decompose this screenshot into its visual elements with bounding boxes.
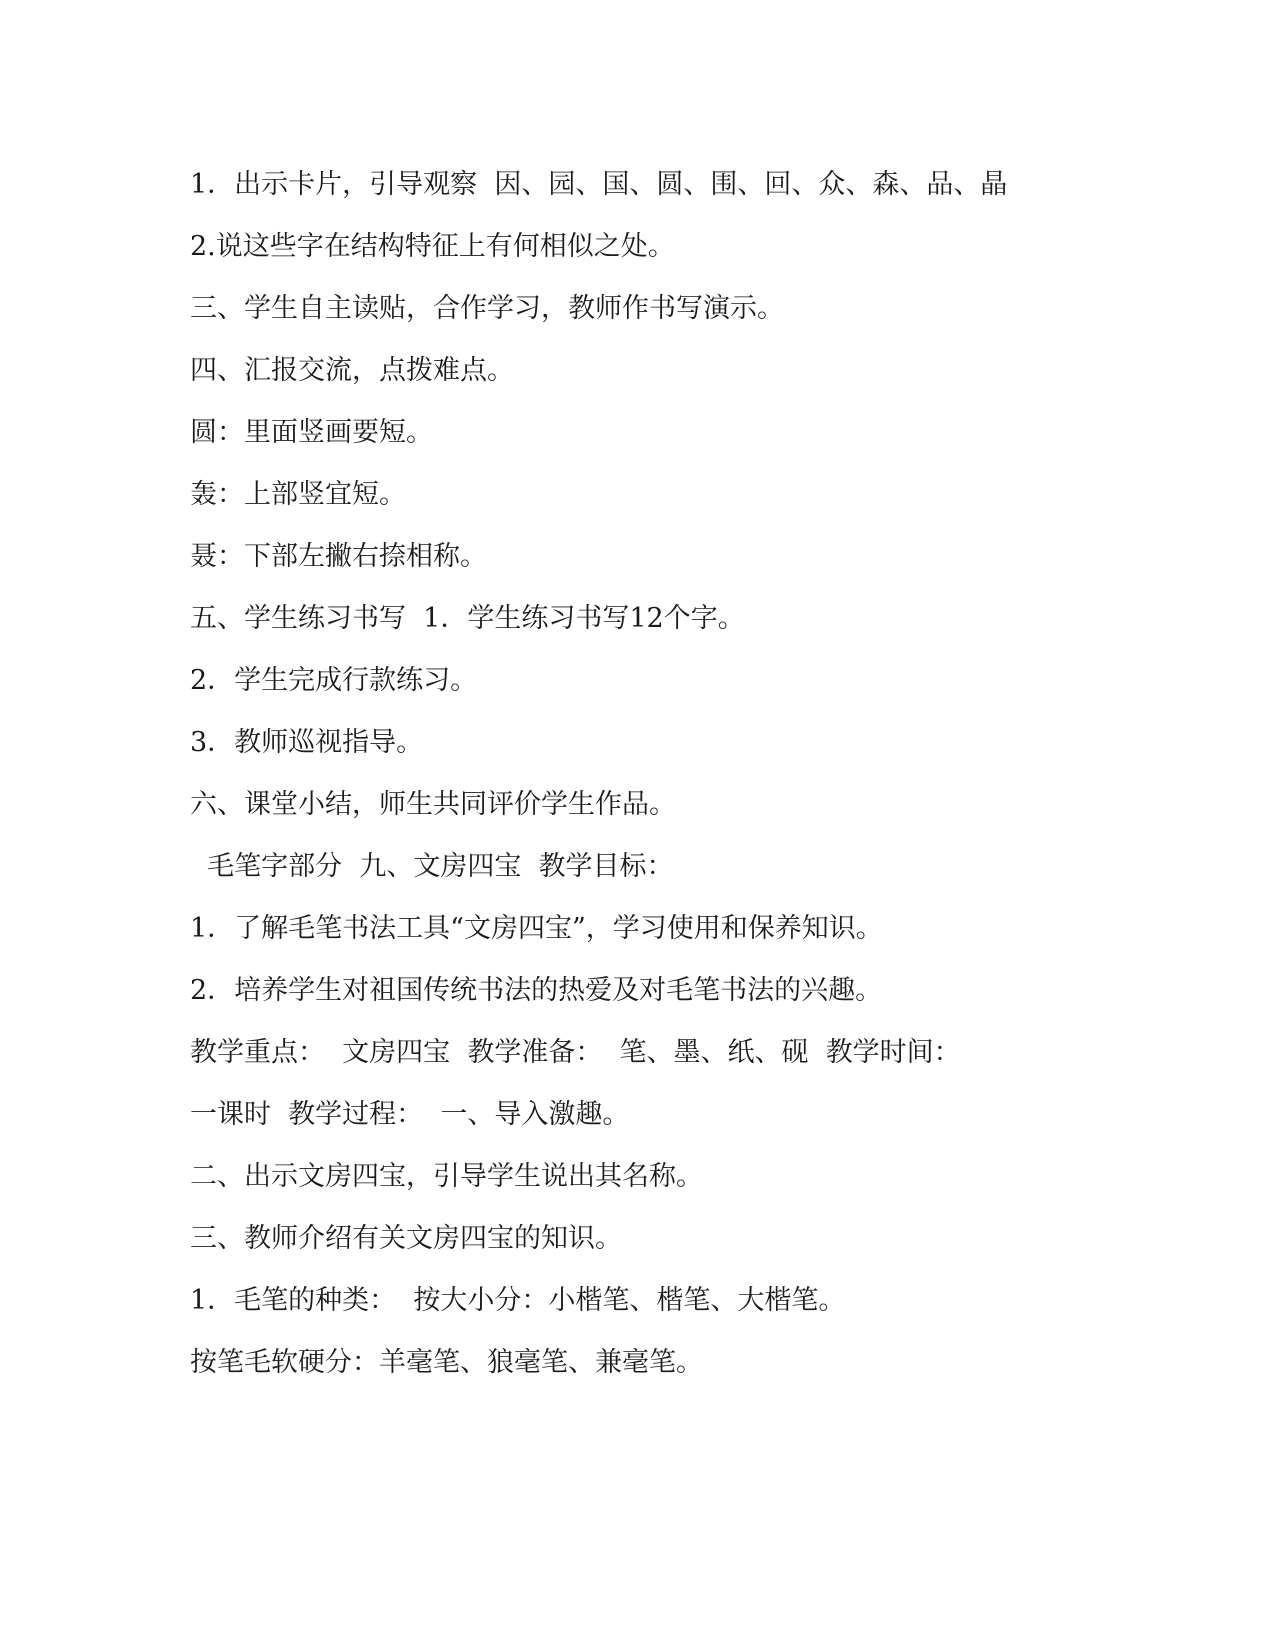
text-line: 六、课堂小结，师生共同评价学生作品。 <box>190 789 676 820</box>
text-line: 二、出示文房四宝，引导学生说出其名称。 <box>190 1161 703 1192</box>
text-line: 聂：下部左撇右捺相称。 <box>190 541 487 572</box>
text-line: 2．学生完成行款练习。 <box>190 665 478 696</box>
text-line: 三、教师介绍有关文房四宝的知识。 <box>190 1223 622 1254</box>
text-line: 毛笔字部分 九、文房四宝 教学目标： <box>190 851 674 882</box>
text-line: 三、学生自主读贴，合作学习，教师作书写演示。 <box>190 293 784 324</box>
text-line: 四、汇报交流，点拨难点。 <box>190 355 514 386</box>
text-line: 一课时 教学过程： 一、导入激趣。 <box>190 1099 630 1130</box>
text-line: 按笔毛软硬分：羊毫笔、狼毫笔、兼毫笔。 <box>190 1347 703 1378</box>
text-line: 轰：上部竖宜短。 <box>190 479 406 510</box>
text-line: 五、学生练习书写 1．学生练习书写12个字。 <box>190 603 745 634</box>
text-line: 教学重点： 文房四宝 教学准备： 笔、墨、纸、砚 教学时间： <box>190 1037 961 1068</box>
text-line: 3．教师巡视指导。 <box>190 727 424 758</box>
text-line: 1．了解毛笔书法工具“文房四宝”，学习使用和保养知识。 <box>190 913 883 944</box>
text-line: 圆：里面竖画要短。 <box>190 417 433 448</box>
text-line: 2．培养学生对祖国传统书法的热爱及对毛笔书法的兴趣。 <box>190 975 883 1006</box>
text-line: 1．毛笔的种类： 按大小分：小楷笔、楷笔、大楷笔。 <box>190 1285 846 1316</box>
text-line: 1．出示卡片，引导观察 因、园、国、圆、围、回、众、森、品、晶 <box>190 169 1008 200</box>
text-line: 2.说这些字在结构特征上有何相似之处。 <box>190 231 675 262</box>
